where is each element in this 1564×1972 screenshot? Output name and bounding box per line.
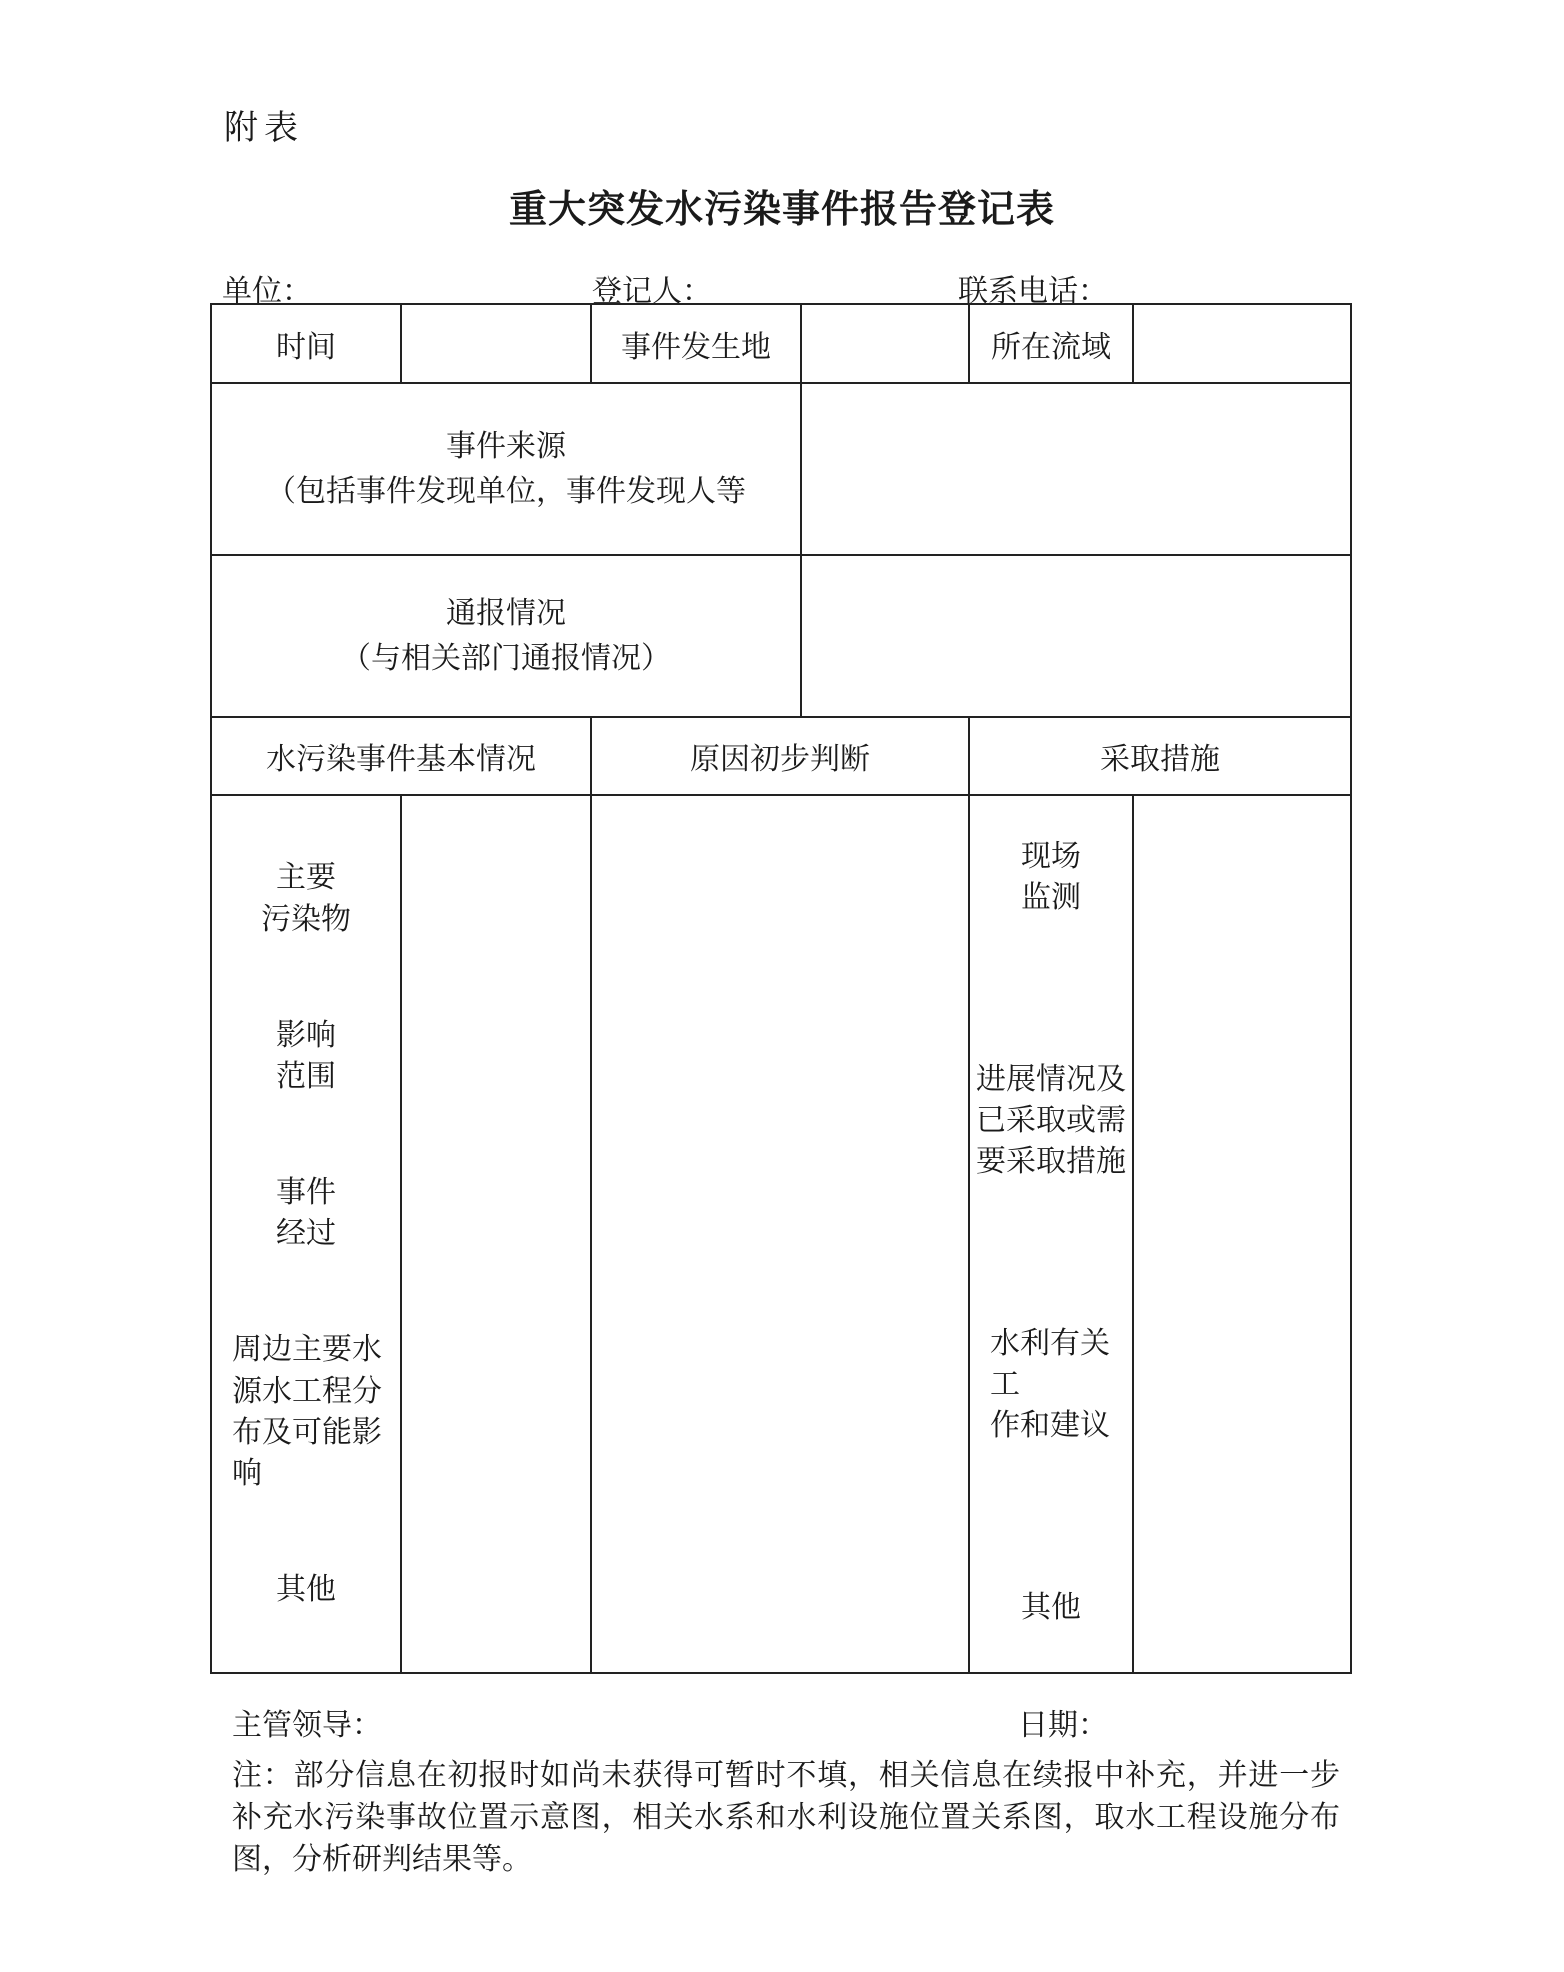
scope-label: 影响 范围: [276, 1017, 336, 1094]
place-label: 事件发生地: [591, 304, 801, 383]
form-row-source: [211, 383, 1351, 555]
water-work-label: 水利有关工 作和建议: [990, 1325, 1110, 1444]
progress-label: 进展情况及 已采取或需 要采取措施: [976, 1061, 1126, 1180]
appendix-label: 附表: [224, 108, 304, 148]
notify-subtitle: （与相关部门通报情况）: [341, 641, 671, 676]
form-row-details: [211, 795, 1351, 1673]
notify-value[interactable]: [801, 555, 1351, 717]
basin-label: 所在流域: [969, 304, 1133, 383]
measures-section-header: 采取措施: [969, 717, 1351, 795]
source-value[interactable]: [801, 383, 1351, 555]
unit-label: 单位：: [222, 274, 312, 309]
basic-items-column: [211, 795, 401, 1673]
measure-other-label: 其他: [1021, 1589, 1081, 1625]
report-form-table: [210, 303, 1352, 1674]
process-label: 事件 经过: [276, 1174, 336, 1252]
date-label: 日期：: [1018, 1708, 1108, 1743]
measure-items-column: [969, 795, 1133, 1673]
source-label: [211, 383, 801, 555]
time-label: 时间: [211, 304, 401, 383]
leader-label: 主管领导：: [232, 1708, 382, 1743]
phone-label: 联系电话：: [958, 274, 1108, 309]
monitor-label: 现场 监测: [1021, 839, 1081, 916]
place-value[interactable]: [801, 304, 969, 383]
water-source-label: 周边主要水 源水工程分 布及可能影 响: [232, 1332, 382, 1492]
source-title: 事件来源: [446, 429, 566, 464]
time-value[interactable]: [401, 304, 591, 383]
basic-section-header: 水污染事件基本情况: [211, 717, 591, 795]
notify-label: [211, 555, 801, 717]
pollutant-label: 主要 污染物: [261, 860, 351, 937]
basic-other-label: 其他: [276, 1572, 336, 1608]
form-title: 重大突发水污染事件报告登记表: [508, 187, 1055, 231]
cause-value[interactable]: [591, 795, 969, 1673]
registrar-label: 登记人：: [592, 274, 712, 309]
basic-values-column[interactable]: [401, 795, 591, 1673]
measure-values-column[interactable]: [1133, 795, 1351, 1673]
footnote: 注：部分信息在初报时如尚未获得可暂时不填，相关信息在续报中补充，并进一步补充水污染事故位置示意图，相关水系和水利设施位置关系图，取水工程设施分布图，分析研判结果等。: [232, 1758, 1340, 1877]
basin-value[interactable]: [1133, 304, 1351, 383]
notify-title: 通报情况: [446, 596, 566, 631]
form-row-basic-info: [211, 304, 1351, 383]
form-row-notify: [211, 555, 1351, 717]
form-row-section-headers: [211, 717, 1351, 795]
source-subtitle: （包括事件发现单位，事件发现人等: [266, 474, 746, 509]
cause-section-header: 原因初步判断: [591, 717, 969, 795]
